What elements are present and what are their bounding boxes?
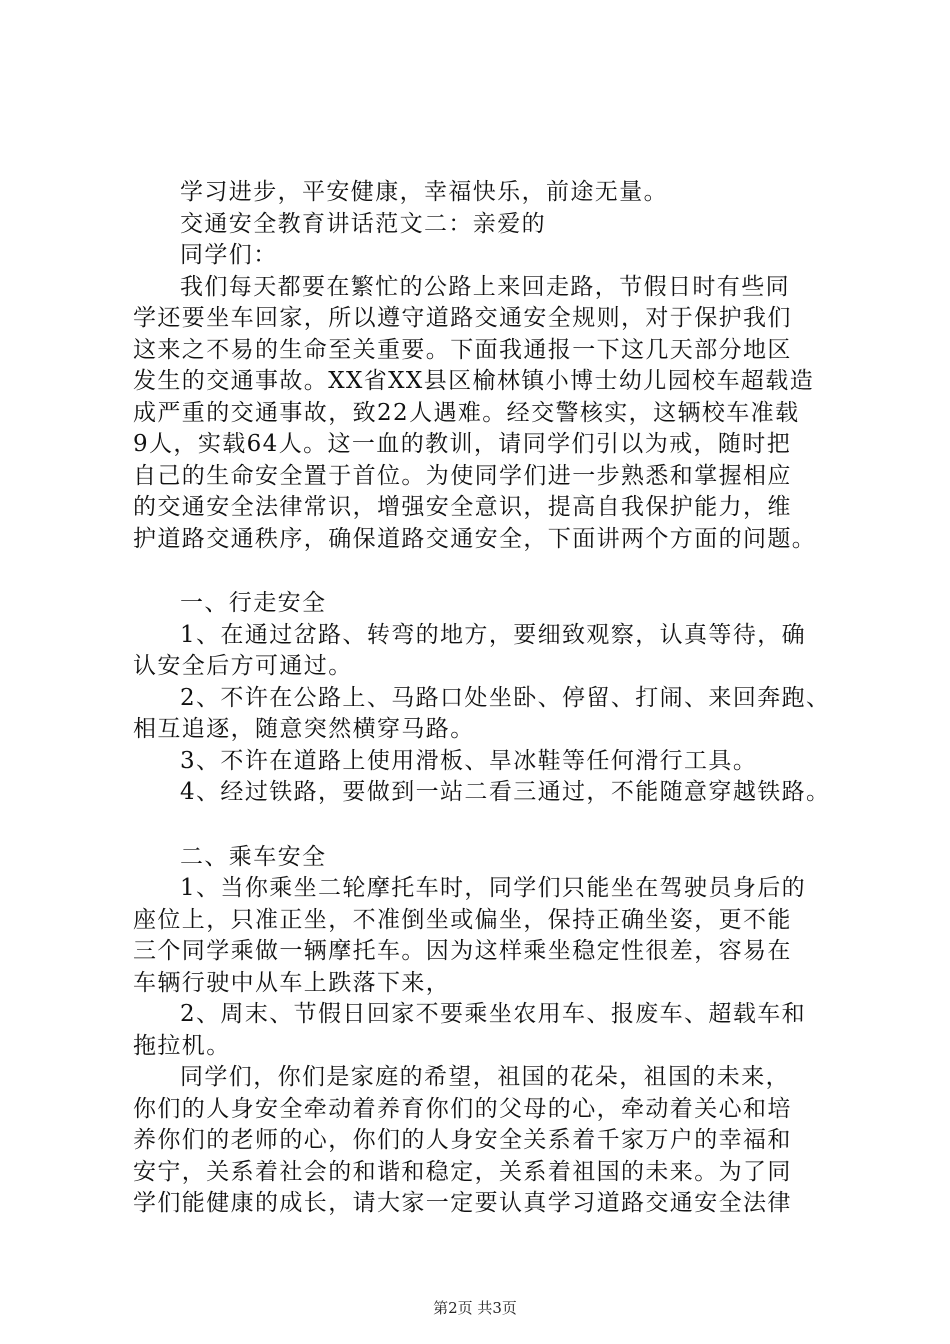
walking-rule-4 bbox=[133, 777, 845, 809]
text-line: 2、不许在公路上、马路口处坐卧、停留、打闹、来回奔跑、 bbox=[180, 684, 831, 711]
text-line: 车辆行驶中从车上跌落下来， bbox=[133, 969, 451, 996]
riding-rule-2 bbox=[133, 999, 845, 1062]
text-line: 的交通安全法律常识，增强安全意识，提高自我保护能力，维 bbox=[133, 494, 792, 520]
text-line: 交通安全教育讲话范文二：亲爱的 bbox=[180, 210, 546, 237]
paragraph-gap bbox=[133, 809, 845, 842]
document-body bbox=[133, 177, 845, 1220]
section-title-walking-safety bbox=[133, 588, 845, 620]
text-line: 安宁，关系着社会的和谐和稳定，关系着祖国的未来。为了同 bbox=[133, 1158, 792, 1185]
text-line: 护道路交通秩序，确保道路交通安全，下面讲两个方面的问题。 bbox=[133, 525, 817, 552]
text-line: 同学们，你们是家庭的希望，祖国的花朵，祖国的未来， bbox=[180, 1064, 790, 1090]
walking-rule-3 bbox=[133, 746, 845, 778]
speech-heading bbox=[133, 209, 845, 241]
paragraph-introduction bbox=[133, 272, 845, 556]
text-line: 同学们： bbox=[180, 242, 278, 268]
riding-rule-1 bbox=[133, 873, 845, 999]
text-line: 1、在通过岔路、转弯的地方，要细致观察，认真等待，确 bbox=[180, 621, 807, 648]
text-line: 我们每天都要在繁忙的公路上来回走路，节假日时有些同 bbox=[180, 273, 790, 300]
page-number-footer: 第2页 共3页 bbox=[433, 1299, 517, 1317]
text-line: 学还要坐车回家，所以遵守道路交通安全规则，对于保护我们 bbox=[133, 305, 792, 331]
text-line: 9人，实载64人。这一血的教训，请同学们引以为戒，随时把 bbox=[133, 431, 792, 457]
paragraph-closing-previous bbox=[133, 177, 845, 209]
salutation bbox=[133, 240, 845, 272]
text-line: 相互追逐，随意突然横穿马路。 bbox=[133, 716, 475, 742]
text-line: 一、行走安全 bbox=[180, 590, 327, 616]
text-line: 三个同学乘做一辆摩托车。因为这样乘坐稳定性很差，容易在 bbox=[133, 938, 792, 964]
text-line: 座位上，只准正坐，不准倒坐或偏坐，保持正确坐姿，更不能 bbox=[133, 906, 792, 933]
section-title-riding-safety bbox=[133, 842, 845, 874]
text-line: 这来之不易的生命至关重要。下面我通报一下这几天部分地区 bbox=[133, 336, 792, 363]
walking-rule-2 bbox=[133, 683, 845, 746]
text-line: 认安全后方可通过。 bbox=[133, 653, 353, 679]
text-line: 学们能健康的成长，请大家一定要认真学习道路交通安全法律 bbox=[133, 1190, 792, 1216]
text-line: 学习进步，平安健康，幸福快乐，前途无量。 bbox=[180, 179, 668, 205]
text-line: 你们的人身安全牵动着养育你们的父母的心，牵动着关心和培 bbox=[133, 1095, 792, 1122]
walking-rule-1 bbox=[133, 620, 845, 683]
text-line: 成严重的交通事故，致22人遇难。经交警核实，这辆校车准载 bbox=[133, 399, 800, 426]
text-line: 自己的生命安全置于首位。为使同学们进一步熟悉和掌握相应 bbox=[133, 462, 792, 489]
text-line: 养你们的老师的心，你们的人身安全关系着千家万户的幸福和 bbox=[133, 1127, 792, 1153]
paragraph-closing bbox=[133, 1062, 845, 1220]
text-line: 1、当你乘坐二轮摩托车时，同学们只能坐在驾驶员身后的 bbox=[180, 875, 807, 901]
text-line: 拖拉机。 bbox=[133, 1032, 231, 1059]
paragraph-gap bbox=[133, 555, 845, 588]
text-line: 4、经过铁路，要做到一站二看三通过，不能随意穿越铁路。 bbox=[180, 779, 831, 805]
text-line: 发生的交通事故。XX省XX县区榆林镇小博士幼儿园校车超载造 bbox=[133, 368, 815, 394]
text-line: 二、乘车安全 bbox=[180, 843, 327, 870]
text-line: 2、周末、节假日回家不要乘坐农用车、报废车、超载车和 bbox=[180, 1001, 807, 1027]
text-line: 3、不许在道路上使用滑板、旱冰鞋等任何滑行工具。 bbox=[180, 747, 758, 774]
